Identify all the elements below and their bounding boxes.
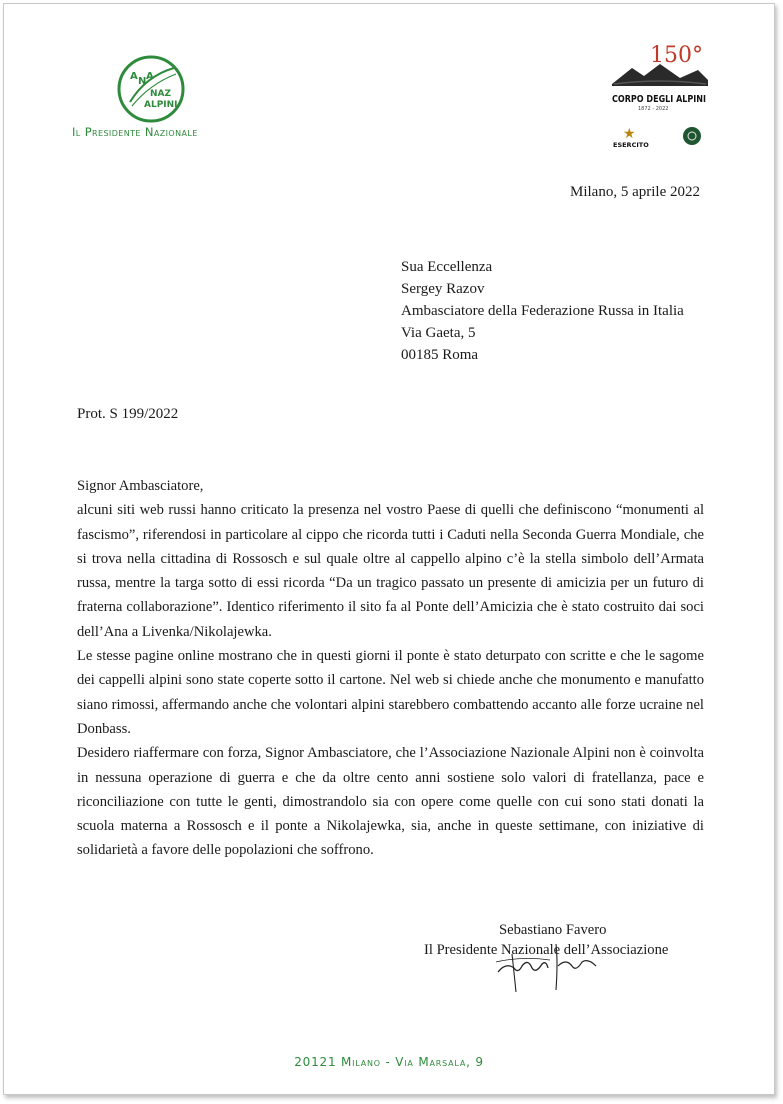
logo-alpini: ALPINI xyxy=(144,100,178,110)
recipient-line: Sua Eccellenza xyxy=(401,259,493,275)
logo-letter-a: A xyxy=(130,71,138,82)
recipient-line: 00185 Roma xyxy=(401,347,479,363)
footer-address: 20121 Milano - Via Marsala, 9 xyxy=(294,1055,484,1069)
body-paragraph: alcuni siti web russi hanno criticato la presenza nel vostro Paese di quelli che definiscono “monumenti al fascismo”, riferendosi in particolare al cippo che ricorda tutti i Caduti nella Seconda Guerra Mondiale, che si trova nella cittadina di Rossosch e sul quale oltre al cappello alpino c’è la stella simbolo dell’Armata russa, mentre la targa sotto di essi ricorda “Da un tragico passato un presente di amicizia per un futuro di fraterna collaborazione”. Identico riferimento il sito fa al Ponte dell’Amicizia che è stato costruito dai soci dell’Ana a Livenka/Nikolajewka. xyxy=(77,502,704,640)
star-icon: ★ xyxy=(623,126,636,142)
corpo-alpini-150-logo xyxy=(610,40,710,152)
logo-corpo-title: CORPO DEGLI ALPINI xyxy=(612,94,706,105)
body-paragraph: Desidero riaffermare con forza, Signor Ambasciatore, che l’Associazione Nazionale Alpini non è coinvolta in nessuna operazione di guerra e che da oltre cento anni sostiene solo valori di fratellanza, pace e riconciliazione con tutte le genti, dimostrandolo sia con opere come quelle con cui sono stati donati la scuola materna a Rossosch e il ponte a Nikolajewka, sia, anche in queste settimane, con iniziative di solidarietà a favore delle popolazioni che soffrono. xyxy=(77,745,704,859)
salutation: Signor Ambasciatore, xyxy=(77,478,204,494)
logo-150-number: 150° xyxy=(650,43,703,68)
protocol-number: Prot. S 199/2022 xyxy=(77,406,179,422)
logo-letter-a2: A xyxy=(146,71,154,82)
signer-name: Sebastiano Favero xyxy=(499,922,607,938)
recipient-address xyxy=(401,256,684,366)
tricolor-badge-icon xyxy=(683,127,701,145)
ana-logo xyxy=(116,54,186,124)
logo-esercito: ESERCITO xyxy=(613,141,649,149)
letter-page xyxy=(3,3,775,1095)
logo-years: 1872 - 2022 xyxy=(638,106,669,112)
signer-title: Il Presidente Nazionale dell’Associazione xyxy=(424,942,669,958)
recipient-line: Ambasciatore della Federazione Russa in Italia xyxy=(401,303,684,319)
handwritten-signature xyxy=(492,932,602,994)
logo-naz: NAZ xyxy=(150,89,172,99)
recipient-line: Sergey Razov xyxy=(401,281,485,297)
letter-body xyxy=(77,474,704,863)
body-paragraph: Le stesse pagine online mostrano che in questi giorni il ponte è stato deturpato con scritte e che le sagome dei cappelli alpini sono state coperte sotto il cartone. Nel web si chiede anche che monumento e manufatto siano rimossi, affermando anche che volontari alpini starebbero combattendo accanto alle forze ucraine nel Donbass. xyxy=(77,648,704,737)
recipient-line: Via Gaeta, 5 xyxy=(401,325,476,341)
logo-letter-n: N xyxy=(138,76,147,87)
president-title: Il Presidente Nazionale xyxy=(72,125,198,139)
letter-date: Milano, 5 aprile 2022 xyxy=(570,184,700,200)
